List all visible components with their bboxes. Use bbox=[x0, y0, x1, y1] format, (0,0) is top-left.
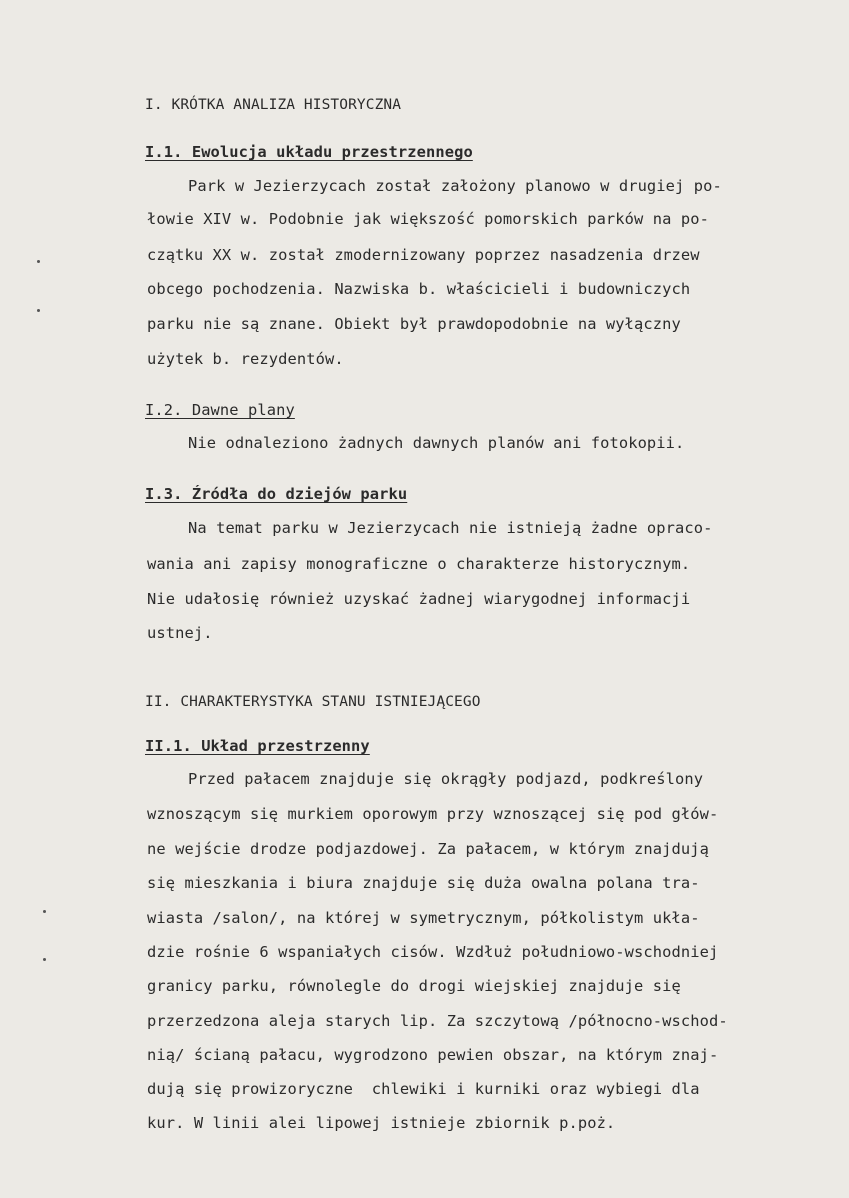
text-line: ne wejście drodze podjazdowej. Za pałacem, w którym znajdują bbox=[147, 840, 709, 858]
text-line: granicy parku, równolegle do drogi wiejskiej znajduje się bbox=[147, 977, 681, 995]
punch-hole-mark bbox=[37, 260, 40, 263]
text-line: przerzedzona aleja starych lip. Za szczytową /północno-wschod- bbox=[147, 1012, 728, 1030]
text-line: użytek b. rezydentów. bbox=[147, 350, 344, 368]
punch-hole-mark bbox=[43, 910, 46, 913]
text-line: ustnej. bbox=[147, 624, 213, 642]
text-line: kur. W linii alei lipowej istnieje zbiornik p.poż. bbox=[147, 1114, 616, 1132]
text-line: Park w Jezierzycach został założony planowo w drugiej po- bbox=[188, 177, 722, 195]
text-line: się mieszkania i biura znajduje się duża owalna polana tra- bbox=[147, 874, 700, 892]
text-line: Na temat parku w Jezierzycach nie istnieją żadne opraco- bbox=[188, 519, 713, 537]
punch-hole-mark bbox=[43, 958, 46, 961]
subsection-heading: I.1. Ewolucja układu przestrzennego bbox=[145, 143, 473, 161]
text-line: czątku XX w. został zmodernizowany poprzez nasadzenia drzew bbox=[147, 246, 700, 264]
text-line: nią/ ścianą pałacu, wygrodzono pewien obszar, na którym znaj- bbox=[147, 1046, 719, 1064]
section-heading: I. KRÓTKA ANALIZA HISTORYCZNA bbox=[145, 97, 402, 113]
text-line: parku nie są znane. Obiekt był prawdopodobnie na wyłączny bbox=[147, 315, 681, 333]
text-line: Nie udałosię również uzyskać żadnej wiarygodnej informacji bbox=[147, 590, 691, 608]
punch-hole-mark bbox=[37, 309, 40, 312]
text-line: wiasta /salon/, na której w symetrycznym, półkolistym ukła- bbox=[147, 909, 700, 927]
text-line: Nie odnaleziono żadnych dawnych planów ani fotokopii. bbox=[188, 434, 685, 452]
text-line: wania ani zapisy monograficzne o charakterze historycznym. bbox=[147, 555, 691, 573]
subsection-heading: I.3. Źródła do dziejów parku bbox=[145, 485, 408, 503]
text-line: Przed pałacem znajduje się okrągły podjazd, podkreślony bbox=[188, 770, 704, 788]
subsection-heading: II.1. Układ przestrzenny bbox=[145, 737, 370, 755]
section-heading: II. CHARAKTERYSTYKA STANU ISTNIEJĄCEGO bbox=[145, 694, 481, 710]
text-line: dują się prowizoryczne chlewiki i kurniki oraz wybiegi dla bbox=[147, 1080, 700, 1098]
subsection-heading: I.2. Dawne plany bbox=[145, 401, 295, 419]
text-line: wznoszącym się murkiem oporowym przy wznoszącej się pod głów- bbox=[147, 805, 719, 823]
text-line: obcego pochodzenia. Nazwiska b. właścicieli i budowniczych bbox=[147, 280, 691, 298]
text-line: dzie rośnie 6 wspaniałych cisów. Wzdłuż południowo-wschodniej bbox=[147, 943, 719, 961]
text-line: łowie XIV w. Podobnie jak większość pomorskich parków na po- bbox=[147, 210, 709, 228]
